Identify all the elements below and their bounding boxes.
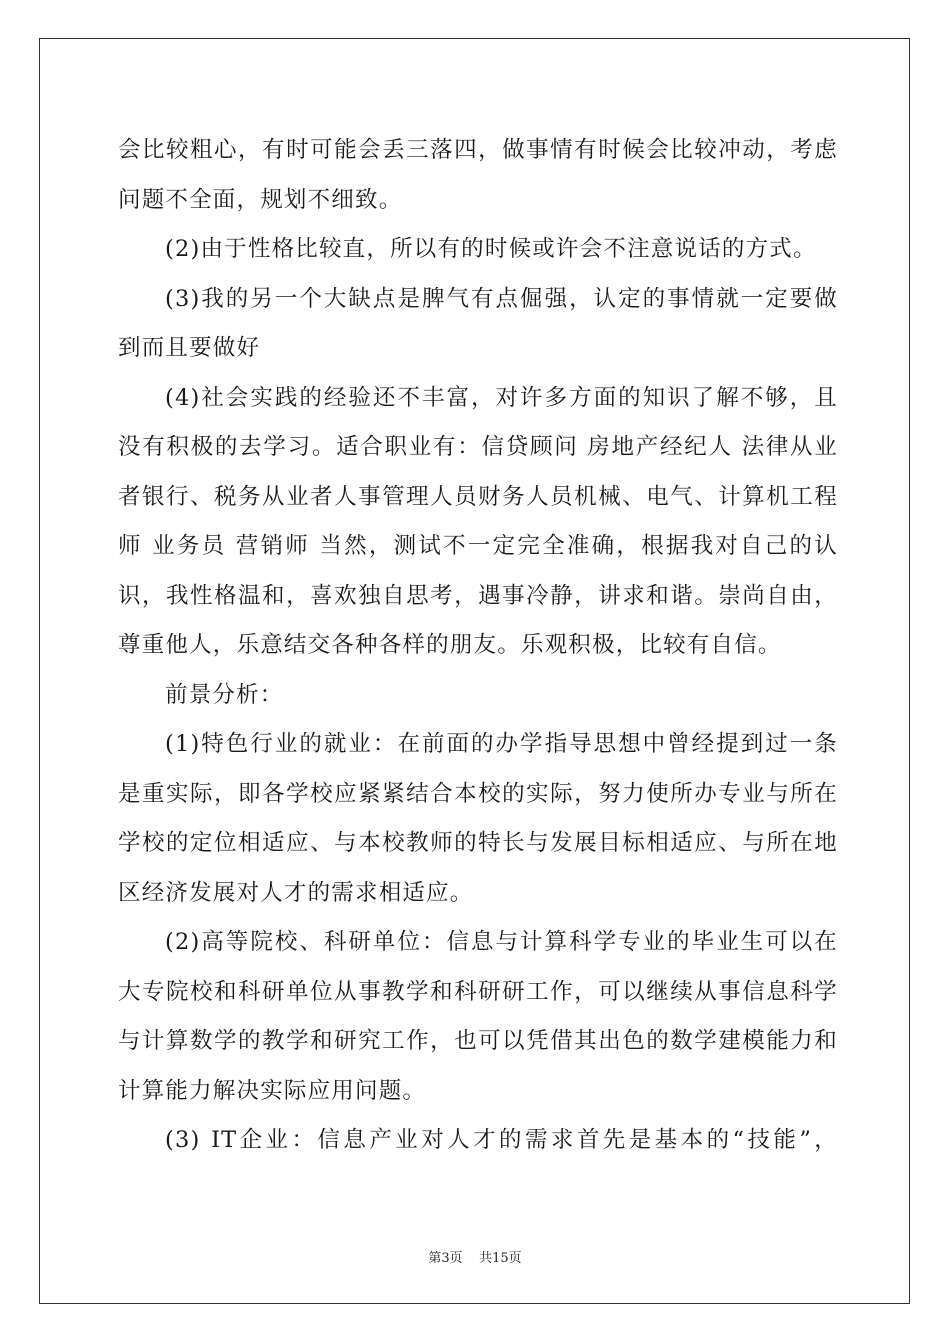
paragraph-start-line: (3)我的另一个大缺点是脾气有点倔强，认定的事情就一定要做 xyxy=(165,285,838,312)
page-number-footer: 第3页 共15页 xyxy=(428,1251,522,1266)
text-line: 会比较粗心，有时可能会丢三落四，做事情有时候会比较冲动，考虑 xyxy=(118,137,838,163)
text-line: 识，我性格温和，喜欢独自思考，遇事冷静，讲求和谐。崇尚自由， xyxy=(118,582,838,609)
text-line: 大专院校和科研单位从事教学和科研研工作，可以继续从事信息科学 xyxy=(118,978,838,1005)
text-line: 到而且要做好 xyxy=(118,335,261,361)
text-line: 与计算数学的教学和研究工作，也可以凭借其出色的数学建模能力和 xyxy=(118,1028,838,1054)
document-body xyxy=(118,126,838,1166)
text-line: 是重实际，即各学校应紧紧结合本校的实际，努力使所办专业与所在 xyxy=(118,780,838,807)
section-heading: 前景分析： xyxy=(165,681,284,708)
paragraph-start-line: (2)由于性格比较直，所以有的时候或许会不注意说话的方式。 xyxy=(165,236,817,262)
text-line: 者银行、税务从业者人事管理人员财务人员机械、电气、计算机工程 xyxy=(118,483,838,510)
paragraph-start-line: (2)高等院校、科研单位：信息与计算科学专业的毕业生可以在 xyxy=(165,929,838,955)
paragraph-start-line: (1)特色行业的就业：在前面的办学指导思想中曾经提到过一条 xyxy=(165,731,838,757)
text-line: 师 业务员 营销师 当然，测试不一定完全准确，根据我对自己的认 xyxy=(118,533,838,559)
text-line: 计算能力解决实际应用问题。 xyxy=(118,1077,427,1104)
text-line: 问题不全面，规划不细致。 xyxy=(118,186,403,213)
text-line: 尊重他人，乐意结交各种各样的朋友。乐观积极，比较有自信。 xyxy=(118,632,782,658)
text-line: 学校的定位相适应、与本校教师的特长与发展目标相适应、与所在地 xyxy=(118,830,838,856)
text-line: 区经济发展对人才的需求相适应。 xyxy=(118,879,474,906)
text-line: 没有积极的去学习。适合职业有：信贷顾问 房地产经纪人 法律从业 xyxy=(118,434,838,460)
paragraph-start-line: (4)社会实践的经验还不丰富，对许多方面的知识了解不够，且 xyxy=(165,384,838,411)
paragraph-start-line: (3) IT企业：信息产业对人才的需求首先是基本的“技能”， xyxy=(165,1127,838,1153)
